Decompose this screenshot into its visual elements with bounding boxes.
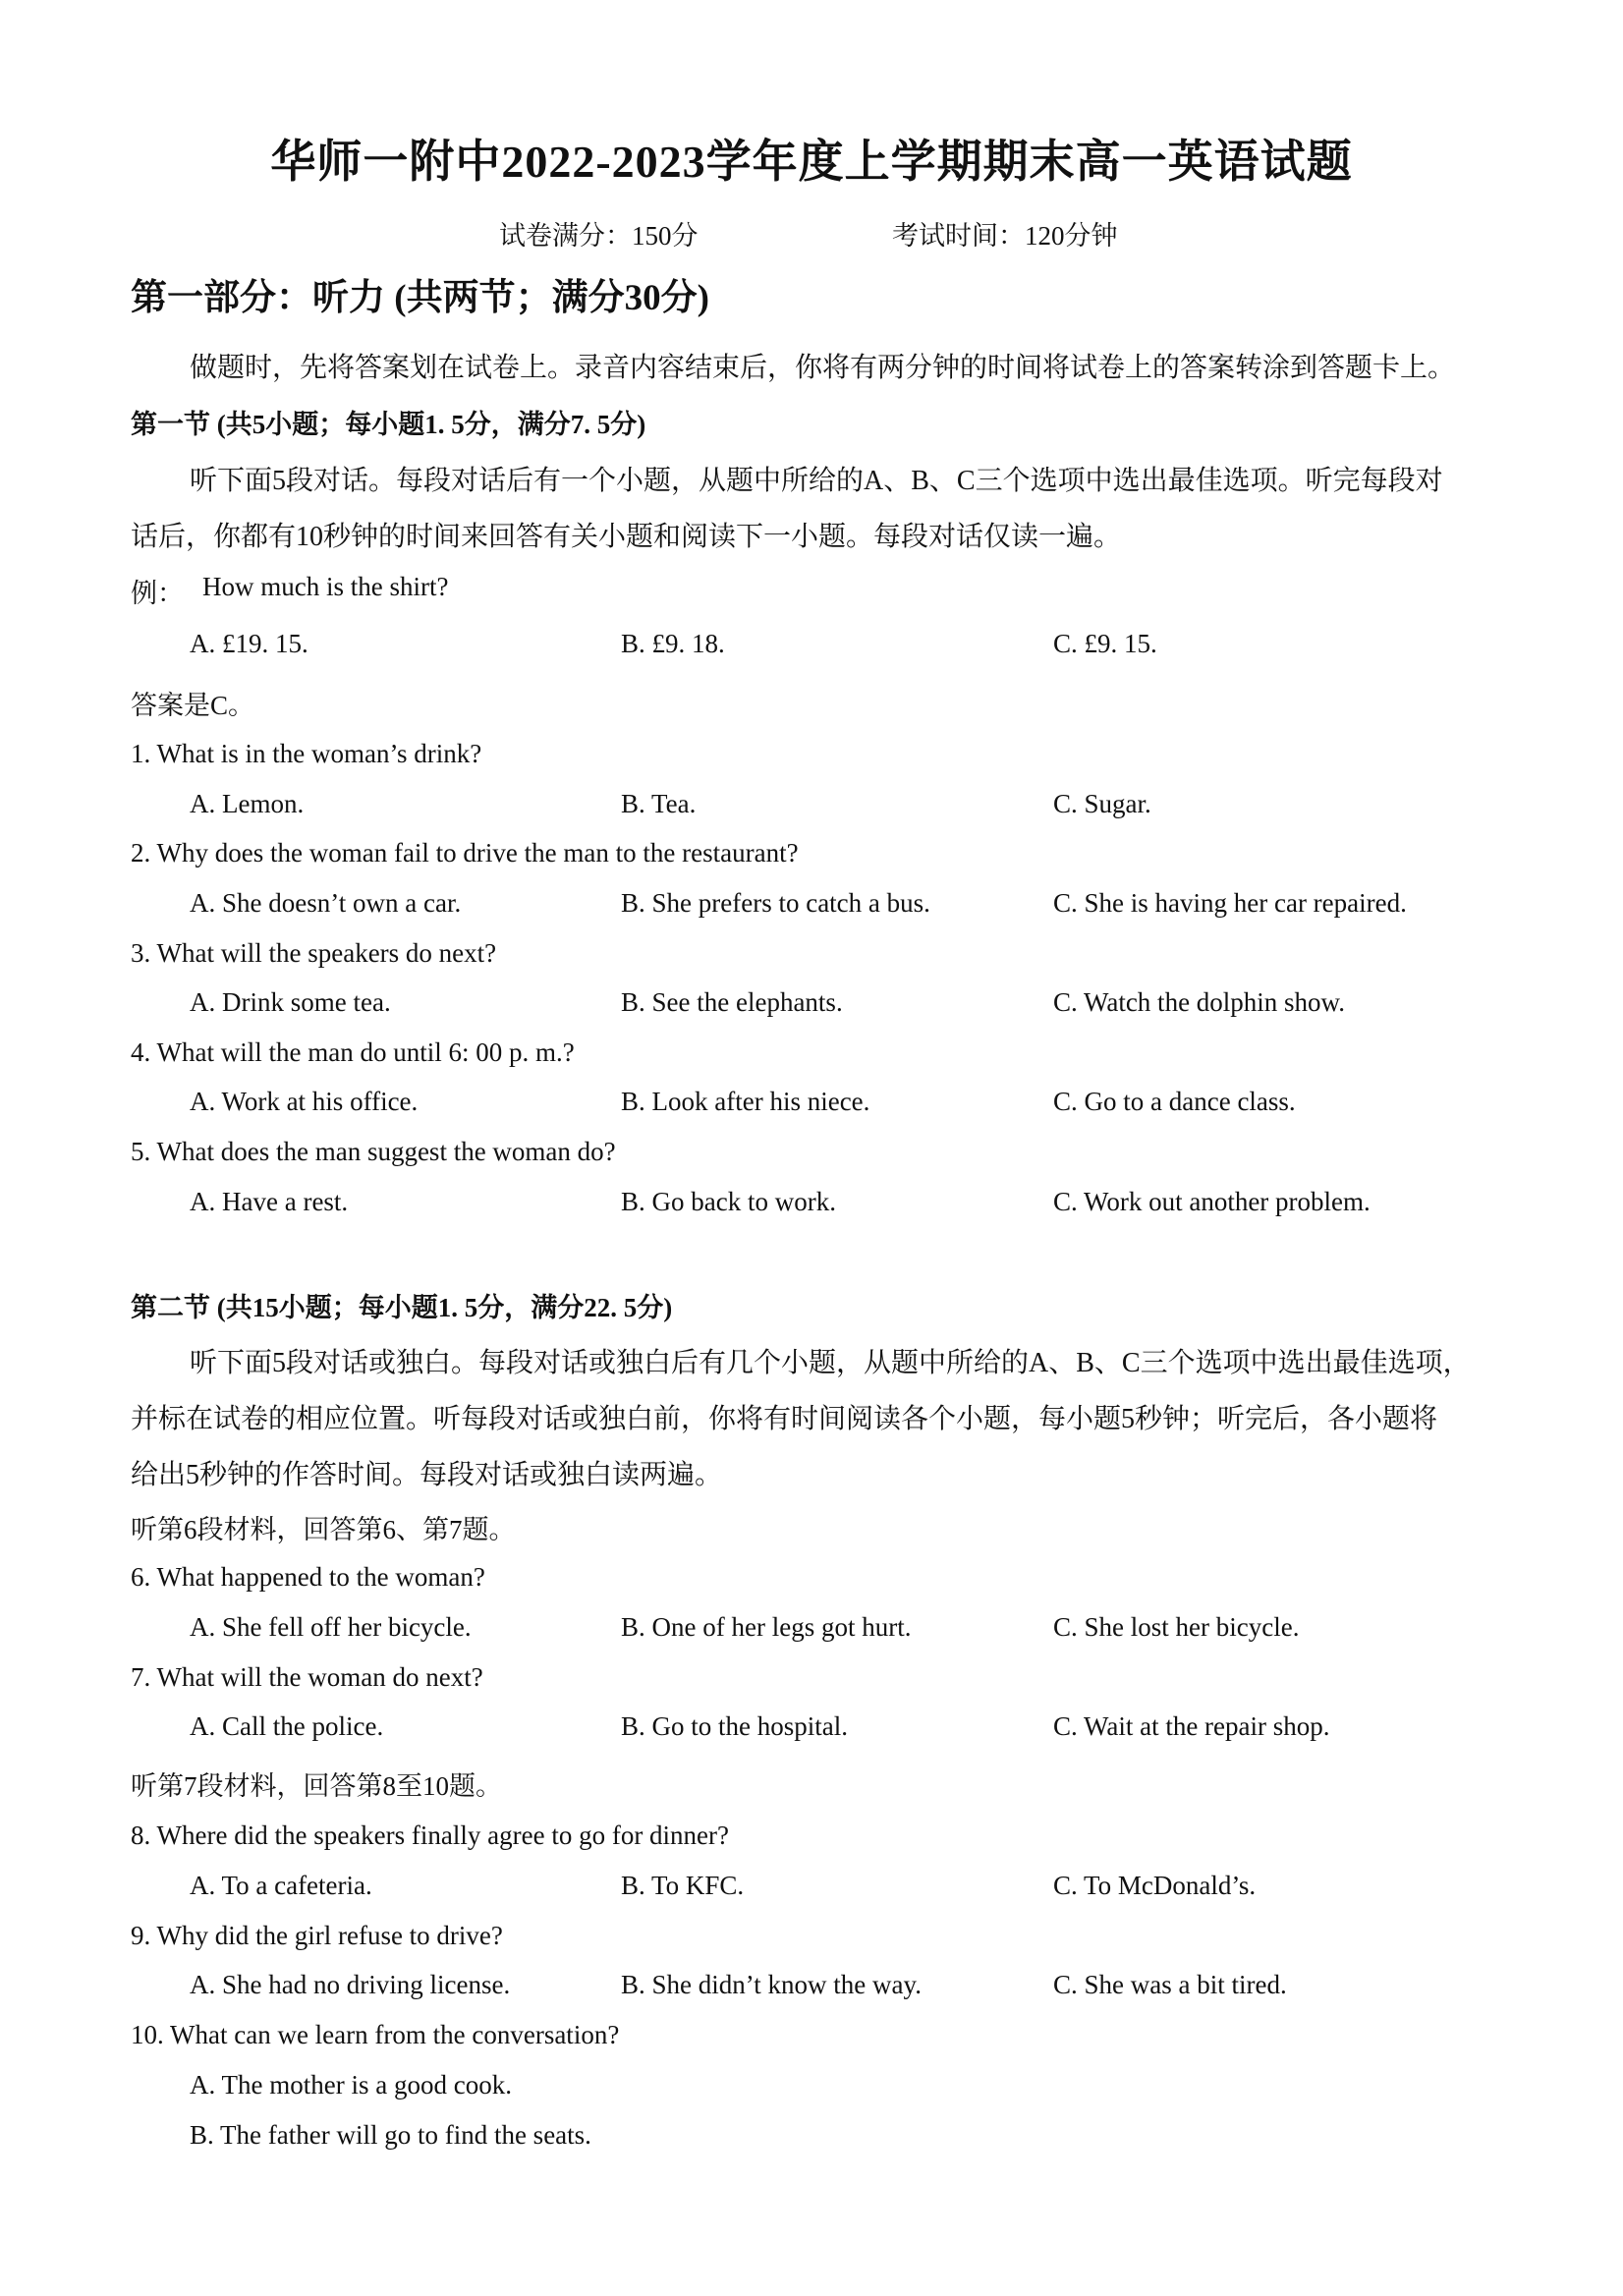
q9-option-b: B. She didn’t know the way. — [621, 1970, 922, 1999]
q1-option-c: C. Sugar. — [1053, 789, 1151, 818]
full-score: 试卷满分：150分 — [499, 221, 699, 251]
q5-option-a: A. Have a rest. — [190, 1187, 349, 1216]
q4-option-a: A. Work at his office. — [190, 1087, 419, 1116]
question-10: 10. What can we learn from the conversation? — [131, 2020, 620, 2049]
q9-option-a: A. She had no driving license. — [190, 1970, 511, 1999]
q8-option-b: B. To KFC. — [621, 1871, 745, 1900]
example-option-c: C. £9. 15. — [1053, 629, 1157, 658]
example-option-a: A. £19. 15. — [190, 629, 308, 658]
question-5: 5. What does the man suggest the woman do? — [131, 1137, 616, 1166]
question-8: 8. Where did the speakers finally agree to go for dinner? — [131, 1820, 730, 1850]
example-answer: 答案是C。 — [131, 691, 255, 720]
section2-intro-line1: 听下面5段对话或独白。每段对话或独白后有几个小题，从题中所给的A、B、C三个选项中选出最佳选项， — [190, 1348, 1471, 1378]
example-label: 例： — [131, 579, 184, 608]
example-question: How much is the shirt? — [202, 572, 449, 601]
q6-option-c: C. She lost her bicycle. — [1053, 1612, 1300, 1642]
section2-heading: 第二节 (共15小题；每小题1. 5分，满分22. 5分) — [131, 1293, 673, 1322]
exam-time: 考试时间：120分钟 — [892, 221, 1118, 251]
q9-option-c: C. She was a bit tired. — [1053, 1970, 1287, 1999]
q2-option-a: A. She doesn’t own a car. — [190, 888, 462, 918]
q5-option-b: B. Go back to work. — [621, 1187, 836, 1216]
q4-option-b: B. Look after his niece. — [621, 1087, 870, 1116]
q10-option-b: B. The father will go to find the seats. — [190, 2120, 591, 2150]
exam-title: 华师一附中2022-2023学年度上学期期末高一英语试题 — [270, 137, 1353, 187]
q7-option-c: C. Wait at the repair shop. — [1053, 1711, 1330, 1741]
part1-heading: 第一部分：听力 (共两节；满分30分) — [131, 278, 709, 318]
question-3: 3. What will the speakers do next? — [131, 938, 497, 968]
q7-option-a: A. Call the police. — [190, 1711, 384, 1741]
q6-option-a: A. She fell off her bicycle. — [190, 1612, 472, 1642]
material-7-heading: 听第7段材料，回答第8至10题。 — [131, 1771, 502, 1801]
material-6-heading: 听第6段材料，回答第6、第7题。 — [131, 1515, 516, 1544]
example-option-b: B. £9. 18. — [621, 629, 725, 658]
section1-heading: 第一节 (共5小题；每小题1. 5分，满分7. 5分) — [131, 410, 646, 439]
section1-intro-line1: 听下面5段对话。每段对话后有一个小题，从题中所给的A、B、C三个选项中选出最佳选项。听完每段对 — [190, 466, 1443, 496]
q4-option-c: C. Go to a dance class. — [1053, 1087, 1296, 1116]
q8-option-c: C. To McDonald’s. — [1053, 1871, 1257, 1900]
question-6: 6. What happened to the woman? — [131, 1562, 485, 1592]
section2-intro-line3: 给出5秒钟的作答时间。每段对话或独白读两遍。 — [131, 1460, 723, 1490]
q8-option-a: A. To a cafeteria. — [190, 1871, 372, 1900]
section2-intro-line2: 并标在试卷的相应位置。听每段对话或独白前，你将有时间阅读各个小题，每小题5秒钟；听完后，各小题将 — [131, 1404, 1438, 1434]
question-1: 1. What is in the woman’s drink? — [131, 739, 482, 768]
question-7: 7. What will the woman do next? — [131, 1662, 483, 1692]
q3-option-c: C. Watch the dolphin show. — [1053, 987, 1346, 1017]
q7-option-b: B. Go to the hospital. — [621, 1711, 848, 1741]
question-2: 2. Why does the woman fail to drive the man to the restaurant? — [131, 838, 799, 868]
section1-intro-line2: 话后，你都有10秒钟的时间来回答有关小题和阅读下一小题。每段对话仅读一遍。 — [131, 522, 1122, 552]
q3-option-b: B. See the elephants. — [621, 987, 843, 1017]
q2-option-b: B. She prefers to catch a bus. — [621, 888, 930, 918]
part1-intro: 做题时，先将答案划在试卷上。录音内容结束后，你将有两分钟的时间将试卷上的答案转涂到答题卡上。 — [190, 353, 1456, 383]
q10-option-a: A. The mother is a good cook. — [190, 2070, 512, 2100]
q1-option-b: B. Tea. — [621, 789, 697, 818]
question-4: 4. What will the man do until 6: 00 p. m.? — [131, 1037, 575, 1067]
q6-option-b: B. One of her legs got hurt. — [621, 1612, 912, 1642]
q1-option-a: A. Lemon. — [190, 789, 305, 818]
q2-option-c: C. She is having her car repaired. — [1053, 888, 1407, 918]
question-9: 9. Why did the girl refuse to drive? — [131, 1921, 503, 1950]
q5-option-c: C. Work out another problem. — [1053, 1187, 1371, 1216]
q3-option-a: A. Drink some tea. — [190, 987, 391, 1017]
